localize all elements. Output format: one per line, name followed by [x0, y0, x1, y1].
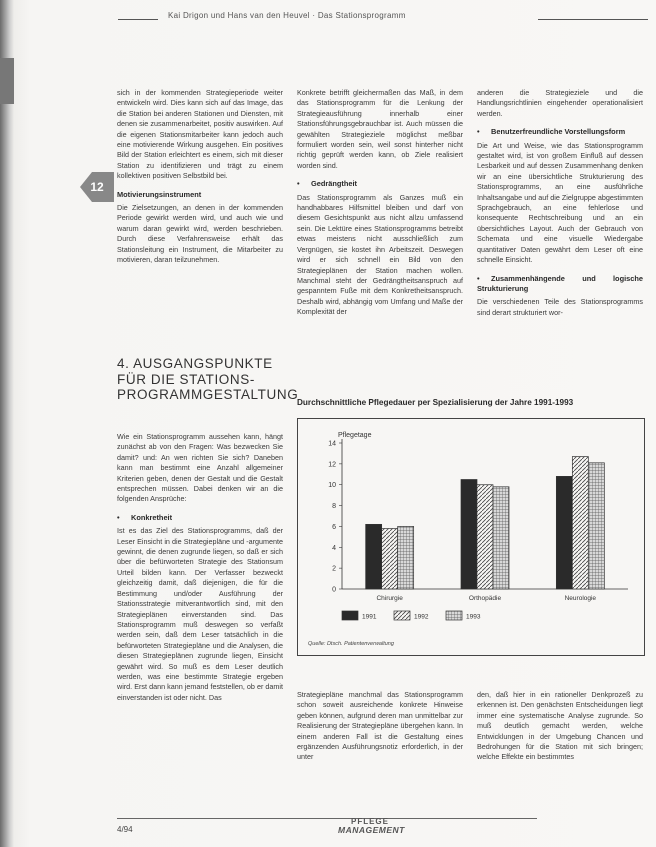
bullet-heading-text: Gedrängtheit: [311, 179, 357, 189]
paragraph: Das Stationsprogramm als Ganzes muß ein handhabbares Hilfsmittel bleiben und darf von diesem Gesichtspunkt aus nicht allzu umfassend sein. Die Lektüre eines Stationsprogramms betreibt etwas meistens nicht ausschließlich zum Vergnügen, sie kostet ihn Arbeitszeit. Deswegen wird er sich schnell ein Bild von den Strategieplänen der Station machen wollen. Manchmal steht der Gedrängtheitsanspruch auf gespanntem Fuße mit dem Konkretheitsanspruch. Deshalb wird, abhängig vom Umfang und Maße der Komplexität der: [297, 192, 463, 317]
legend-label: 1992: [414, 613, 429, 621]
subheading-motivierungsinstrument: Motivierungsinstrument: [117, 189, 202, 199]
page-number-tab: [80, 172, 114, 202]
paragraph: Die verschiedenen Teile des Stationsprogramms sind derart strukturiert wor-: [477, 297, 643, 317]
bar-1992-1: [477, 485, 493, 589]
footer-rule: [117, 818, 537, 819]
legend-swatch-1992: [394, 611, 410, 620]
column-3-lower: [477, 690, 643, 771]
bar-1991-0: [366, 524, 382, 589]
y-axis-label: Pflegetage: [338, 432, 372, 439]
header-rule-right: [538, 19, 648, 20]
bullet-heading-vorstellungsform: • Benutzerfreundliche Vorstellungsform: [477, 127, 626, 137]
section-heading: 4. AUSGANGSPUNKTE FÜR DIE STATIONS-PROGRAMMGESTALTUNG: [117, 356, 299, 402]
y-tick-label: 14: [328, 440, 336, 448]
legend-label: 1993: [466, 613, 481, 621]
paragraph: sich in der kommenden Strategieperiode weiter entwickeln wird. Dies kann sich auf das Image, das die Station bei anderen Stationen und Diensten, mit denen sie zusammenarbeitet, positiv auswirken. Auf die eigenen Stationsmitarbeiter kann jedoch auch eine motivierende Wirkung ausgehen. Ein positives Bild der Station erleichtert es einem, sich mit dieser Station zu identifizieren und trägt zu einem kollektiven positiven Selbstbild bei.: [117, 88, 283, 181]
column-1-lower: [117, 432, 283, 711]
bar-1991-2: [556, 476, 572, 589]
x-category-label: Orthopädie: [468, 595, 502, 602]
magazine-logo: [338, 817, 405, 835]
paragraph: den, daß hier in ein rationeller Denkprozeß zu erkennen ist. Den genächsten Entscheidungen liegt immer eine systematische Analyse zugrunde. So muß deutlich gemacht werden, welche Entwicklungen in der Umgebung Chancen und Bedrohungen für die Station mit sich bringen; welche Effekte ein bestimmtes: [477, 690, 643, 762]
page-tab-number: 12: [90, 180, 104, 194]
bar-1993-2: [588, 463, 604, 589]
x-category-label: Neurologie: [564, 595, 597, 602]
y-tick-label: 6: [332, 523, 336, 531]
column-3-upper: [477, 88, 643, 326]
bar-1993-1: [493, 487, 509, 589]
column-1-upper: [117, 88, 283, 274]
x-category-label: Chirurgie: [376, 595, 403, 602]
paragraph: Die Zielsetzungen, an denen in der kommenden Periode gewirkt werden wird, und auch wie und warum daran gewirkt wird, werden beschrieben. Durch diese Verfahrensweise erhält das Stationsleitung ein Instrument, die Mitarbeiter zu motivieren, daran teilzunehmen.: [117, 203, 283, 265]
bullet-heading-text: Benutzerfreundliche Vorstellungsform: [491, 127, 626, 137]
bullet-heading-text: Konkretheit: [131, 512, 173, 522]
y-tick-label: 8: [332, 503, 336, 511]
logo-line-2: MANAGEMENT: [338, 825, 405, 835]
y-tick-label: 4: [332, 544, 336, 552]
bullet-heading-text: Zusammenhängende und logische Strukturierung: [477, 273, 643, 293]
bar-1992-0: [382, 529, 398, 589]
paragraph: Wie ein Stationsprogramm aussehen kann, hängt zunächst ab von den Fragen: Was bezwecken Sie damit? und: An wen richten Sie sich? Daneben kann man bestimmt eine Anzahl allgemeiner Kriterien geben, denen der Gestalt und die Gestalt entsprechen müssen. Dabei denken wir an die folgenden Ansprüche:: [117, 432, 283, 504]
footer-page-number: 4/94: [117, 825, 133, 834]
column-2-lower: [297, 690, 463, 771]
bar-1991-1: [461, 480, 477, 590]
bullet-heading-strukturierung: • Zusammenhängende und logische Strukturierung: [477, 273, 643, 293]
paragraph: Die Art und Weise, wie das Stationsprogramm gestaltet wird, ist von großem Einfluß auf dessen Lesbarkeit und auf dessen Zusammenhang denken wir an eine übersichtliche Strukturierung des Stationsprogramms, an eine ausführliche Inhaltsangabe und auf die Zielgruppe abgestimmten Sprachgebrauch, an eine fehlerlose und konsequente Rechtschreibung und an ein übersichtliches Layout. Auch der Gebrauch von Schemata und eine visuelle Wiedergabe quantitativer Daten gewährt dem Leser oft eine schnelle Einsicht.: [477, 140, 643, 265]
running-header: Kai Drigon und Hans van den Heuvel · Das Stationsprogramm: [168, 11, 406, 20]
bar-chart: [298, 419, 644, 655]
chart-source: Quelle: Dtsch. Patientenverwaltung: [308, 641, 394, 647]
bullet-heading-konkretheit: • Konkretheit: [117, 512, 173, 522]
paragraph: Konkrete betrifft gleichermaßen das Maß, in dem das Stationsprogramm für die Lenkung der Strategieausführung innerhalb einer Stationsführungsgebrauchbar ist. Auch müssen die gewählten Strategieziele möglichst meßbar formuliert worden sein, weil sonst hinterher nicht richtig geprüft werden kann, ob Ziele realisiert worden sind.: [297, 88, 463, 170]
chart-title: Durchschnittliche Pflegedauer per Spezialisierung der Jahre 1991-1993: [297, 398, 574, 407]
paragraph: Strategiepläne manchmal das Stationsprogramm schon soweit ausreichende konkrete Hinweise geben können, aufgrund deren man unmittelbar zur Realisierung der Strategiepläne übergehen kann. In einem anderen Fall ist die Gestaltung eines ergänzenden Ausführungsnotiz erforderlich, in der unter: [297, 690, 463, 762]
legend-swatch-1991: [342, 611, 358, 620]
page-edge-shadow: [0, 0, 14, 847]
y-tick-label: 0: [332, 586, 336, 594]
y-tick-label: 10: [328, 482, 336, 490]
header-rule-left: [118, 19, 158, 20]
chart-frame: [297, 418, 645, 656]
bar-1992-2: [572, 457, 588, 589]
bullet-heading-gedraengtheit: • Gedrängtheit: [297, 179, 357, 189]
margin-marker: [0, 58, 16, 104]
legend-label: 1991: [362, 613, 377, 621]
paragraph: Ist es das Ziel des Stationsprogramms, daß der Leser Einsicht in die Strategiepläne und -argumente gewinnt, die denen zugrunde liegen, so daß er sich über die befürworteten Strategie des Stationsum Urteil bilden kann. Der Verfasser bezweckt gleichzeitig damit, daß diejenigen, die für die Bestimmung und/oder Ausführung der Stationsstrategie mitverantwortlich sind, mit den Strategieplänen einverstanden sind. Das Stationsprogramm muß deswegen so verfaßt werden sein, daß dem Leser tatsächlich in die befürworteten Strategiepläne und die Analysen, die diesen Strategieplänen zugrunde liegen, Einsicht gewährt wird. So muß es dem Leser deutlich werden, was eine bestimmte Strategie ergeben wird. Erst dann kann jemand feststellen, ob er damit einverstanden ist oder nicht. Das: [117, 526, 283, 702]
legend-swatch-1993: [446, 611, 462, 620]
y-tick-label: 12: [328, 461, 336, 469]
column-2-upper: [297, 88, 463, 326]
bar-1993-0: [398, 526, 414, 589]
y-tick-label: 2: [332, 565, 336, 573]
logo-line-1: PFLEGE: [350, 817, 389, 826]
paragraph: anderen die Strategieziele und die Handlungsrichtlinien eingehender operationalisiert werden.: [477, 88, 643, 118]
